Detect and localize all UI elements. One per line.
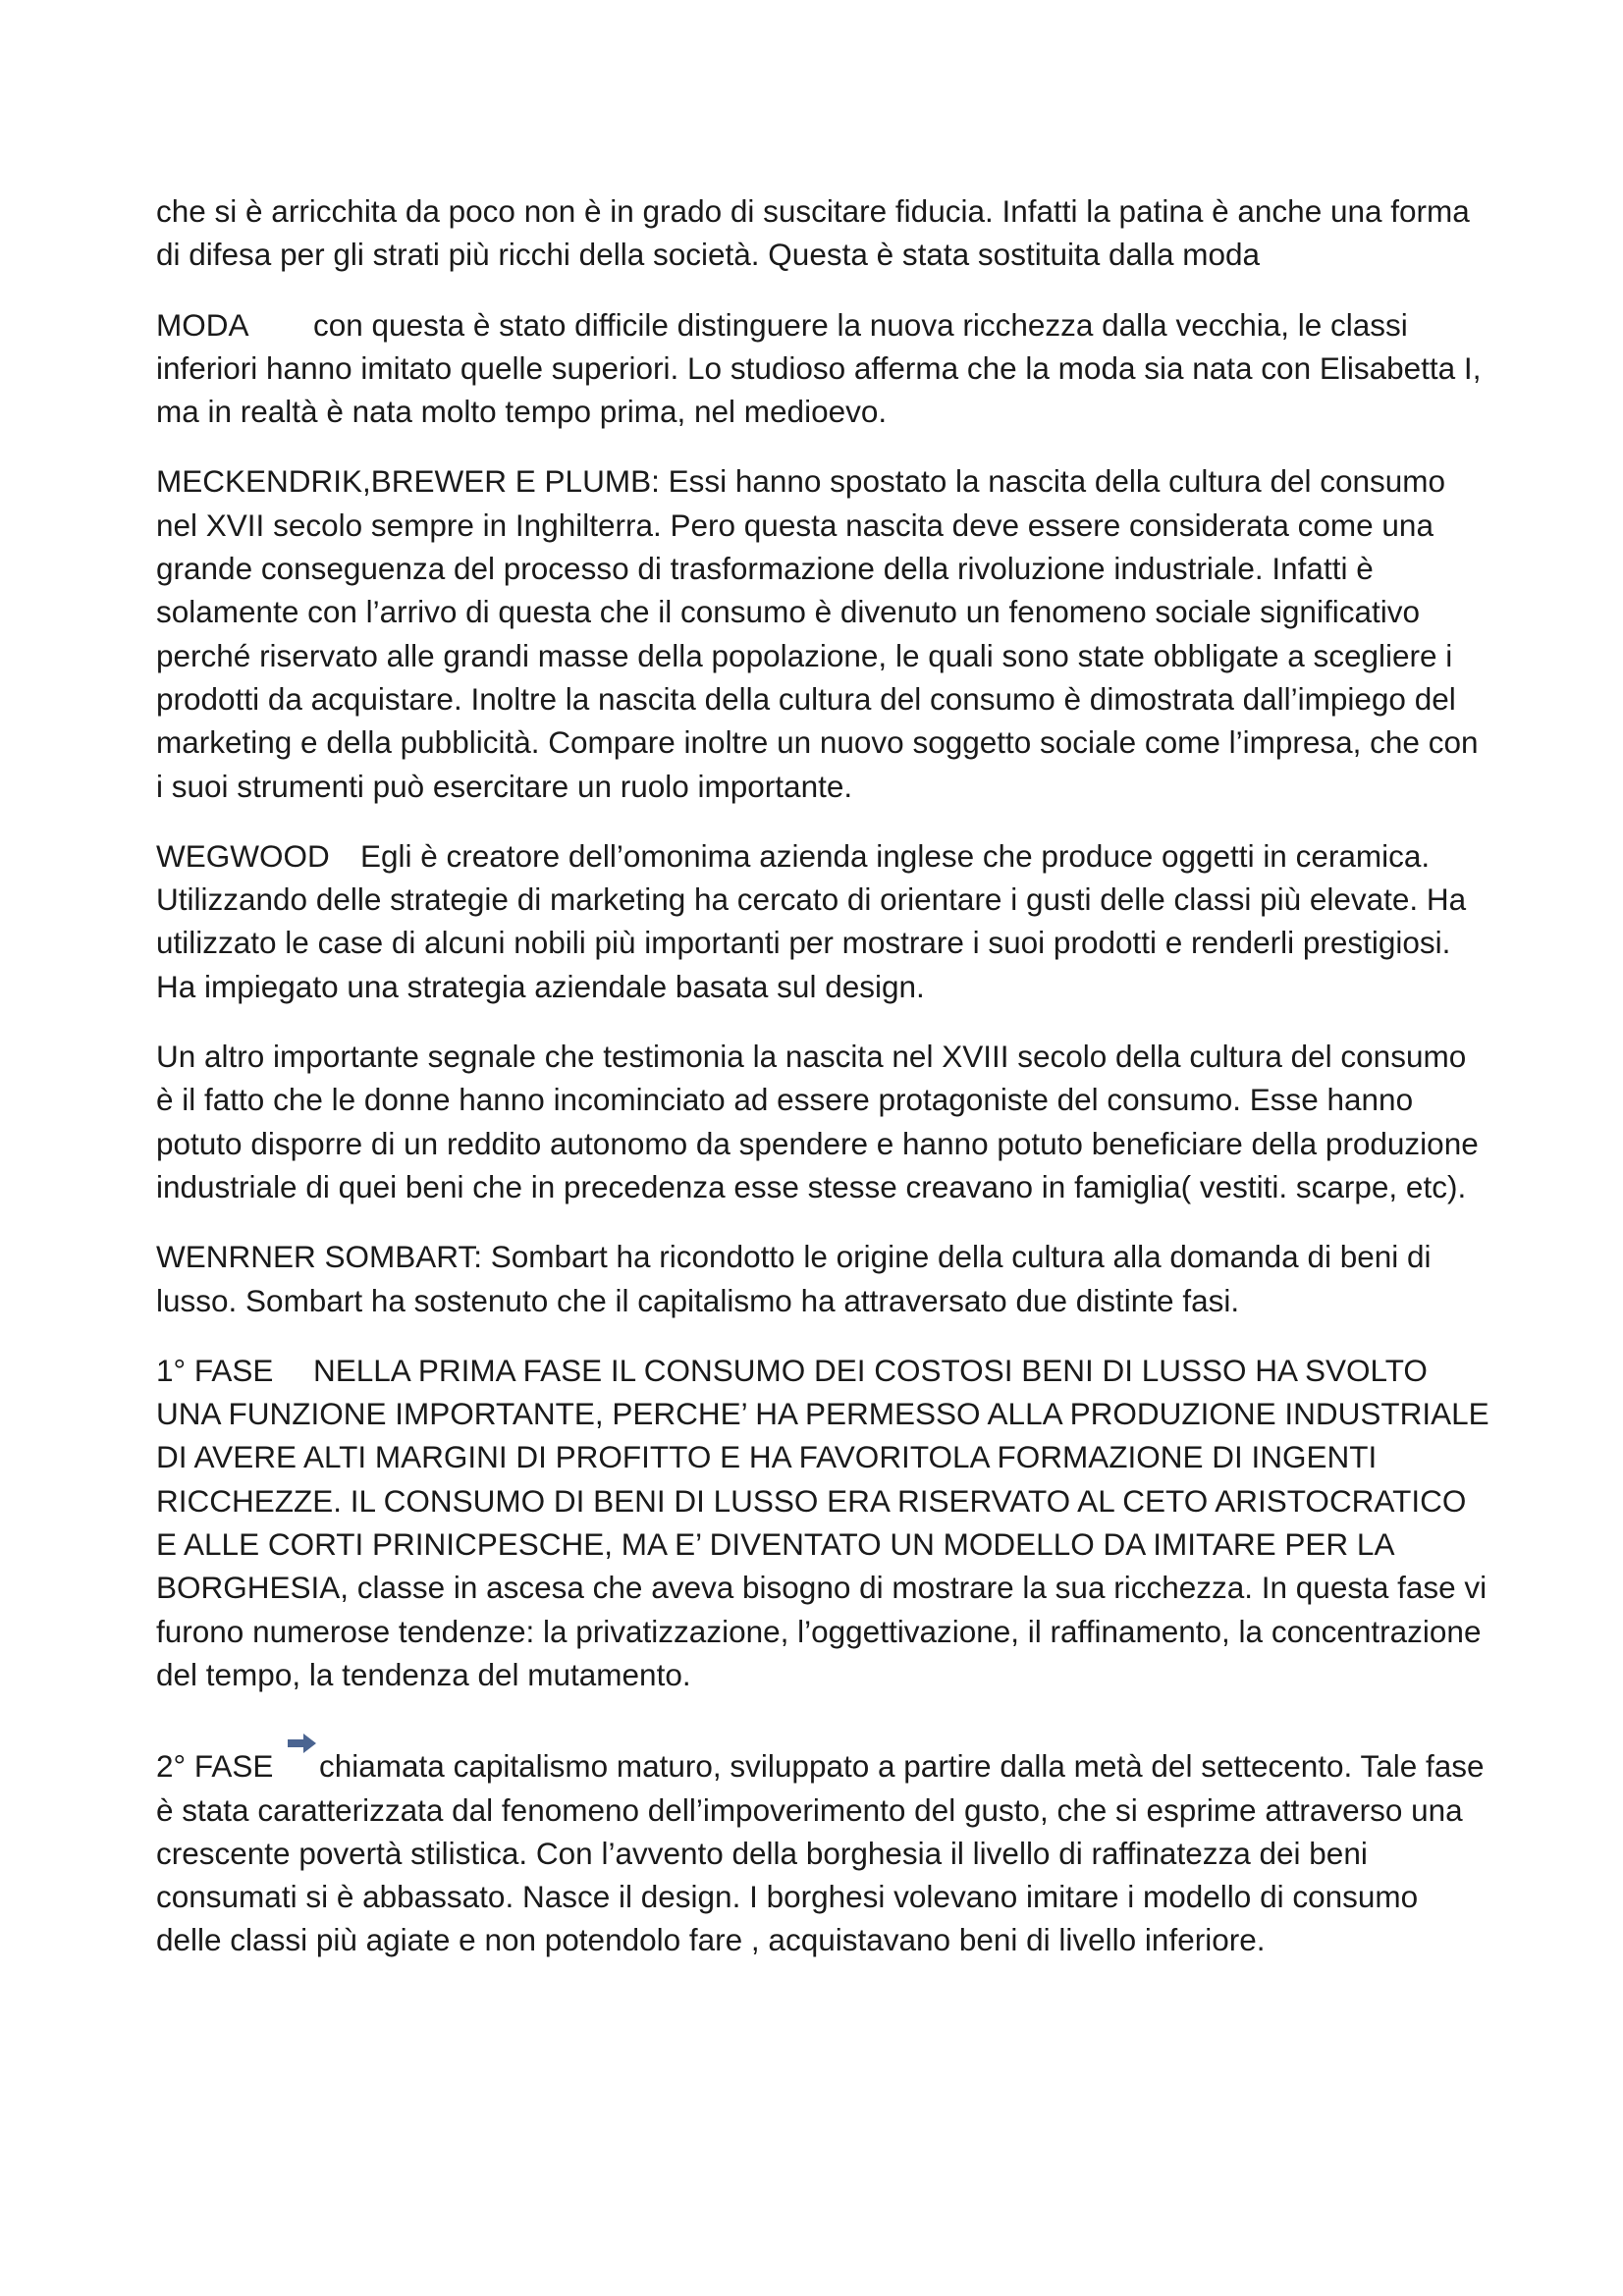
label-fase-1: 1° FASE (156, 1352, 274, 1388)
text-fase-2: chiamata capitalismo maturo, sviluppato a partire dalla metà del settecento. Tale fase è stata caratterizzata dal fenomeno dell’impoverimento del gusto, che si esprime attraverso una crescente povertà stilistica. Con l’avvento della borghesia il livello di raffinatezza dei beni consumati si è abbassato. Nasce il design. I borghesi volevano imitare i modello di consumo delle classi più agiate e non potendolo fare , acquistavano beni di livello inferiore. (156, 1748, 1485, 1958)
document-body (156, 189, 1491, 1989)
paragraph-patina: che si è arricchita da poco non è in grado di suscitare fiducia. Infatti la patina è anche una forma di difesa per gli strati più ricchi della società. Questa è stata sostituita dalla moda (156, 193, 1470, 273)
spacer (156, 1723, 1491, 1744)
label-wegwood: WEGWOOD (156, 837, 330, 874)
text-moda: con questa è stato difficile distinguere la nuova ricchezza dalla vecchia, le classi inferiori hanno imitato quelle superiori. Lo studioso afferma che la moda sia nata con Elisabetta I, ma in realtà è nata molto tempo prima, nel medioevo. (156, 306, 1482, 430)
paragraph-donne: Un altro importante segnale che testimonia la nascita nel XVIII secolo della cultura del consumo è il fatto che le donne hanno incominciato ad essere protagoniste del consumo. Esse hanno potuto disporre di un reddito autonomo da spendere e hanno potuto beneficiare della produzione industriale di quei beni che in precedenza esse stesse creavano in famiglia( vestiti. scarpe, etc). (156, 1039, 1479, 1204)
paragraph-fase-2 (156, 1744, 1491, 1961)
arrow-right-icon (288, 1733, 317, 1754)
text-fase-1: NELLA PRIMA FASE IL CONSUMO DEI COSTOSI BENI DI LUSSO HA SVOLTO UNA FUNZIONE IMPORTANTE, PERCHE’ HA PERMESSO ALLA PRODUZIONE INDUSTRIALE DI AVERE ALTI MARGINI DI PROFITTO E HA FAVORITOLA FORMAZIONE DI INGENTI RICCHEZZE. IL CONSUMO DI BENI DI LUSSO ERA RISERVATO AL CETO ARISTOCRATICO E ALLE CORTI PRINICPESCHE, MA E’ DIVENTATO UN MODELLO DA IMITARE PER LA BORGHESIA, classe in ascesa che aveva bisogno di mostrare la sua ricchezza. In questa fase vi furono numerose tendenze: la privatizzazione, l’oggettivazione, il raffinamento, la concentrazione del tempo, la tendenza del mutamento. (156, 1352, 1489, 1692)
text-wegwood: Egli è creatore dell’omonima azienda inglese che produce oggetti in ceramica. Utilizzando delle strategie di marketing ha cercato di orientare i gusti delle classi più elevate. Ha utilizzato le case di alcuni nobili più importanti per mostrare i suoi prodotti e renderli prestigiosi. Ha impiegato una strategia aziendale basata sul design. (156, 837, 1467, 1004)
label-fase-2-text: 2° FASE (156, 1748, 274, 1785)
paragraph-meckendrik: MECKENDRIK,BREWER E PLUMB: Essi hanno spostato la nascita della cultura del consumo nel XVII secolo sempre in Inghilterra. Pero questa nascita deve essere considerata come una grande conseguenza del processo di trasformazione della rivoluzione industriale. Infatti è solamente con l’arrivo di questa che il consumo è divenuto un fenomeno sociale significativo perché riservato alle grandi masse della popolazione, le quali sono state obbligate a scegliere i prodotti da acquistare. Inoltre la nascita della cultura del consumo è dimostrata dall’impiego del marketing e della pubblicità. Compare inoltre un nuovo soggetto sociale come l’impresa, che con i suoi strumenti può esercitare un ruolo importante. (156, 463, 1479, 804)
paragraph-moda (156, 303, 1491, 434)
label-moda: MODA (156, 306, 249, 343)
paragraph-wegwood (156, 834, 1491, 1008)
paragraph-fase-1 (156, 1349, 1491, 1696)
paragraph-sombart: WENRNER SOMBART: Sombart ha ricondotto le origine della cultura alla domanda di beni di lusso. Sombart ha sostenuto che il capitalismo ha attraversato due distinte fasi. (156, 1239, 1432, 1318)
